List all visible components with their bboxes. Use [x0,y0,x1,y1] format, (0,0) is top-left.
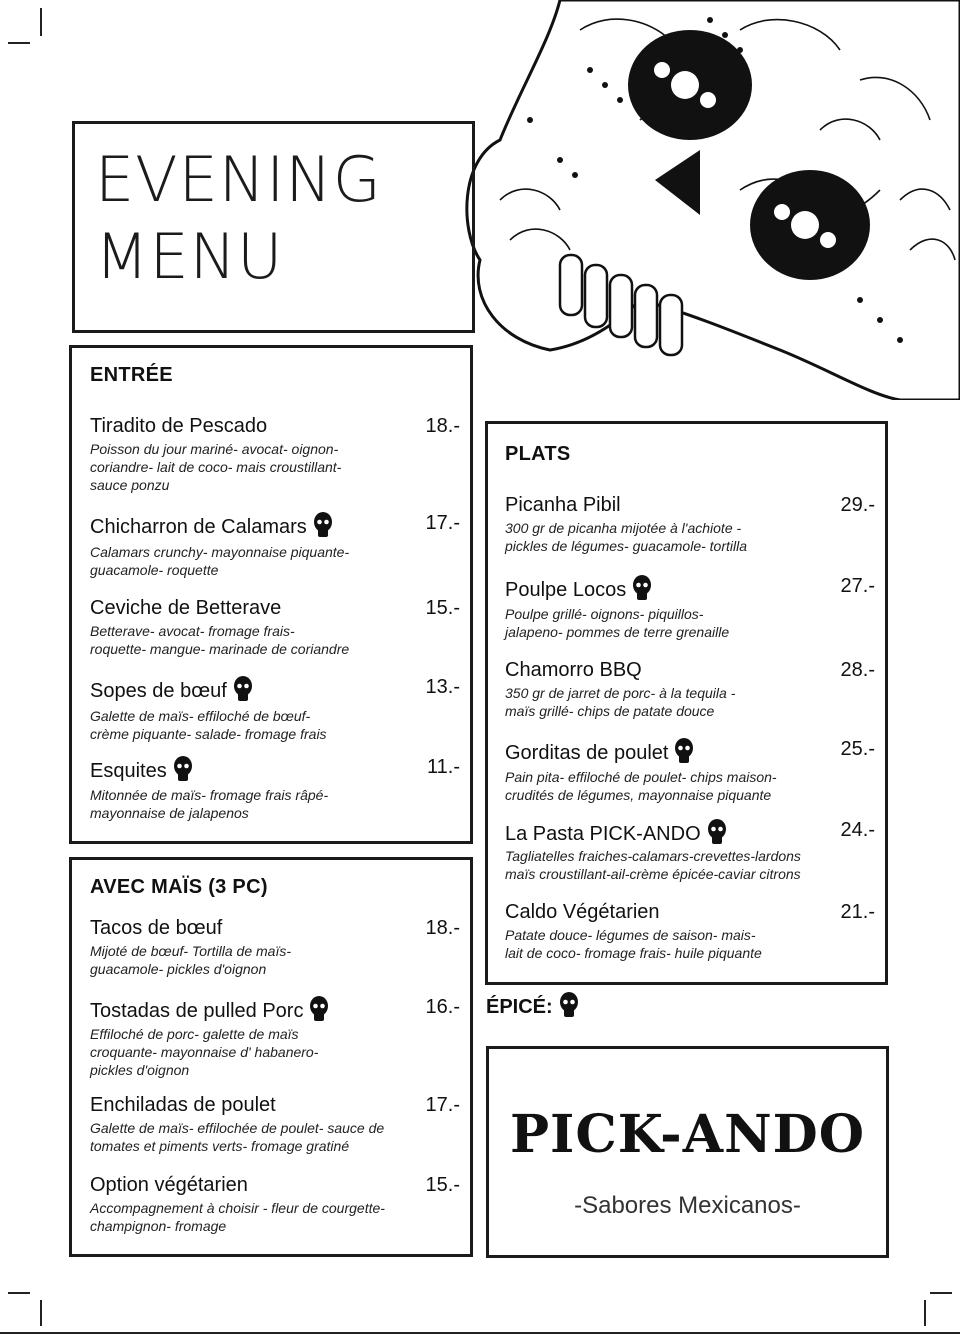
item-description: Calamars crunchy- mayonnaise piquante- guacamole- roquette [90,544,350,578]
item-price: 25.- [840,738,875,760]
item-name: Tostadas de pulled Porc [90,996,329,1023]
brand-tagline: -Sabores Mexicanos- [574,1192,801,1219]
section-title: ENTRÉE [90,364,173,386]
crop-mark [40,8,42,36]
item-description: Effiloché de porc- galette de maïs croquante- mayonnaise d' habanero- pickles d'oignon [90,1026,319,1078]
plats-section [485,421,888,985]
item-price: 15.- [425,1174,460,1196]
brand-box [486,1046,889,1258]
crop-mark [930,1292,952,1294]
item-description: Patate douce- légumes de saison- mais- lait de coco- fromage frais- huile piquante [505,927,762,961]
crop-mark [924,1300,926,1326]
item-name: Picanha Pibil [505,494,621,516]
item-name: Caldo Végétarien [505,901,660,923]
section-title: PLATS [505,443,571,465]
item-price: 11.- [427,756,460,778]
item-description: Accompagnement à choisir - fleur de courgette- champignon- fromage [90,1200,385,1234]
crop-mark [40,1300,42,1326]
spicy-skull-icon [313,512,333,538]
item-price: 18.- [425,415,460,437]
spicy-skull-icon [707,819,727,845]
item-price: 27.- [840,575,875,597]
crop-mark [8,1292,30,1294]
item-price: 21.- [840,901,875,923]
item-description: Poulpe grillé- oignons- piquillos- jalapeno- pommes de terre grenaille [505,606,730,640]
spicy-legend-label: ÉPICÉ: [486,996,553,1018]
item-name: Gorditas de poulet [505,738,694,765]
item-name: Chamorro BBQ [505,659,642,681]
brand-logo: PICK-ANDO [509,1104,866,1165]
item-price: 29.- [840,494,875,516]
item-price: 28.- [840,659,875,681]
spicy-skull-icon [233,676,253,702]
item-price: 17.- [425,512,460,534]
item-name: Tacos de bœuf [90,917,223,939]
item-description: Poisson du jour mariné- avocat- oignon- coriandre- lait de coco- mais croustillant- sauce ponzu [90,441,342,493]
page-bottom-edge [0,1332,960,1334]
menu-title-box [72,121,475,333]
spicy-skull-icon [173,756,193,782]
crop-mark [8,42,30,44]
menu-title-line1: EVENING [95,143,382,216]
item-description: Betterave- avocat- fromage frais- roquette- mangue- marinade de coriandre [90,623,350,657]
spicy-skull-icon [309,996,329,1022]
spicy-legend [486,992,579,1019]
item-description: Tagliatelles fraiches-calamars-crevettes-lardons maïs croustillant-ail-crème épicée-caviar citrons [505,848,801,882]
item-name: La Pasta PICK-ANDO [505,819,727,846]
sugar-skull-illustration [440,0,960,400]
spicy-skull-icon [559,992,579,1018]
item-name: Sopes de bœuf [90,676,253,703]
item-description: Mitonnée de maïs- fromage frais râpé- mayonnaise de jalapenos [90,787,329,821]
item-name: Poulpe Locos [505,575,652,602]
item-name: Option végétarien [90,1174,248,1196]
item-name: Ceviche de Betterave [90,597,282,619]
item-name: Esquites [90,756,193,783]
item-description: Galette de maïs- effiloché de bœuf- crème piquante- salade- fromage frais [90,708,327,742]
menu-title-line2: MENU [95,220,284,293]
item-name: Chicharron de Calamars [90,512,333,539]
item-name: Enchiladas de poulet [90,1094,276,1116]
avec-mais-section [69,857,473,1257]
spicy-skull-icon [632,575,652,601]
item-price: 17.- [425,1094,460,1116]
item-description: Pain pita- effiloché de poulet- chips maison- crudités de légumes, mayonnaise piquante [505,769,777,803]
item-price: 24.- [840,819,875,841]
item-price: 13.- [425,676,460,698]
section-title: AVEC MAÏS (3 PC) [90,876,268,898]
item-description: 350 gr de jarret de porc- à la tequila - maïs grillé- chips de patate douce [505,685,736,719]
item-price: 15.- [425,597,460,619]
spicy-skull-icon [674,738,694,764]
item-price: 16.- [425,996,460,1018]
item-description: Galette de maïs- effilochée de poulet- sauce de tomates et piments verts- fromage gratiné [90,1120,385,1154]
item-name: Tiradito de Pescado [90,415,268,437]
item-price: 18.- [425,917,460,939]
item-description: 300 gr de picanha mijotée à l'achiote - pickles de légumes- guacamole- tortilla [505,520,747,554]
item-description: Mijoté de bœuf- Tortilla de maïs- guacamole- pickles d'oignon [90,943,291,977]
entree-section [69,345,473,844]
